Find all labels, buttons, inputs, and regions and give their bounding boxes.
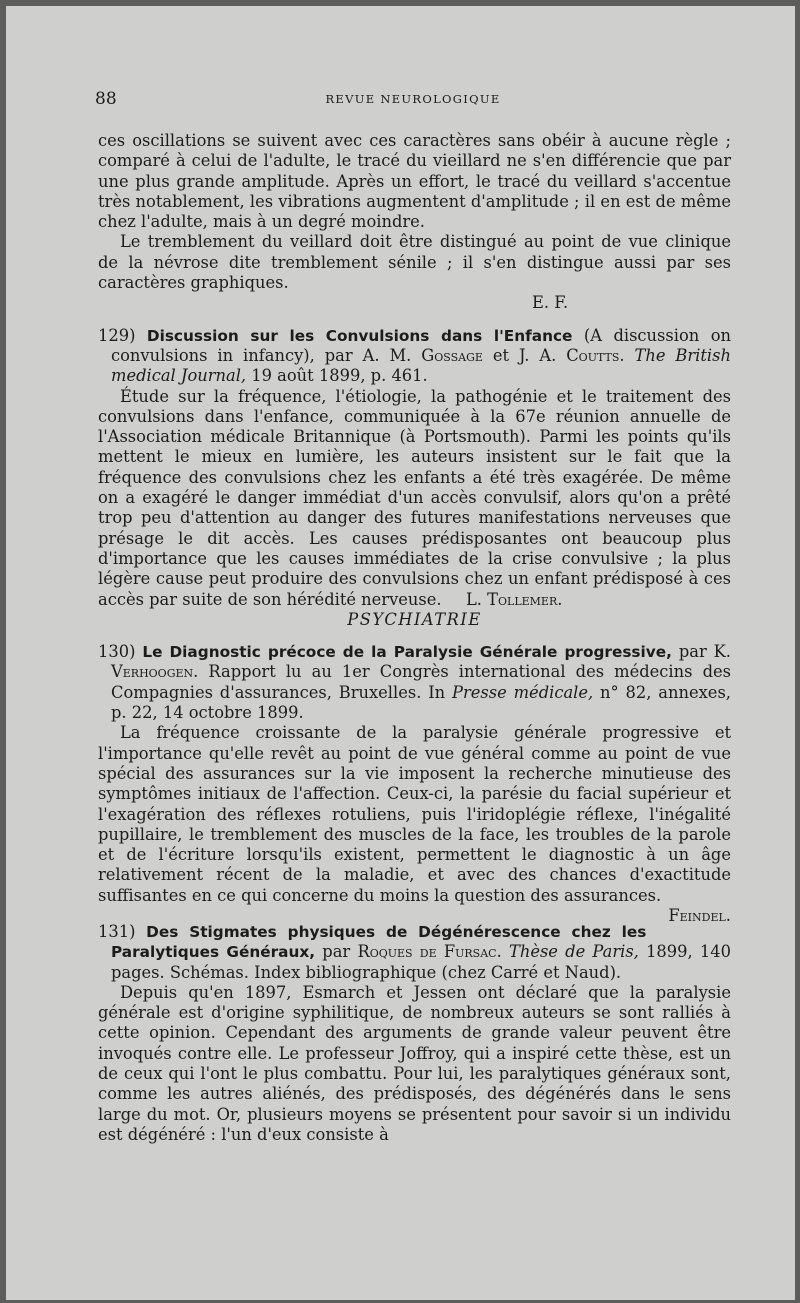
conjunction: et J. A. [492,345,557,365]
continuation-paragraph-2 [98,232,731,293]
abstract-entry-130 [98,642,731,925]
author-name: Verhoogen. [111,662,199,682]
byline: par K. [678,642,731,662]
entry-body-paragraph [98,723,731,925]
entry-body-paragraph [98,983,731,1145]
continuation-paragraph: ces oscillations se suivent avec ces caractères sans obéir à aucune règle ; comparé à celui de l'adulte, le tracé du vieillard ne s'en différencie que par une plus grande amplitude. Après un effort, le tracé du veillard s'accentue très notablement, les vibrations augmentent d'amplitude ; il en est de même chez l'adulte, mais à un degré moindre. [98,131,731,232]
signature-line [98,293,731,313]
abstract-entry-131 [98,922,731,1145]
entry-number: 131) [98,921,136,941]
entry-body-paragraph [98,387,731,610]
entry-heading: 129) Discussion sur les Convulsions dans l'Enfance (A discussion on convulsions in infancy), par A. M. Gossage et J. A. Coutts. The British medical Journal, 19 août 1899, p. 461. [98,325,731,386]
paragraph-text: Le tremblement du veillard doit être distingué au point de vue clinique de la névrose dite tremblement sénile ; il s'en distingue aussi par ses caractères graphiques. [98,232,731,293]
thesis-label: Thèse de Paris, [508,942,639,962]
signature: L. Tollemer. [465,589,563,609]
report-text: Rapport lu au 1er Congrès international des médecins des Compagnies d'assurances, Bruxelles. In [111,662,731,702]
signature: Feindel. [668,905,731,925]
section-title: PSYCHIATRIE [347,609,482,629]
entry-number: 130) [98,642,136,662]
page-header [95,89,731,113]
byline: par [322,942,351,962]
author-name: Roques de Fursac. [357,942,502,962]
signature: E. F. [532,293,569,313]
page-number: 88 [95,89,117,109]
paragraph-text: Étude sur la fréquence, l'étiologie, la pathogénie et le traitement des convulsions dans l'enfance, communiquée à la 67e réunion annuelle de l'Association médicale Britannique (à Portsmouth). Parmi les points qu'ils mettent le mieux en lumière, les auteurs insistent sur le fait que la fréquence des convulsions chez les enfants a été très exagérée. De même on a exagéré le danger immédiat d'un accès convulsif, alors qu'on a prêté trop peu d'attention au danger des futures manifestations nerveuses que présage le dit accès. Les causes prédisposantes ont beaucoup plus d'importance que les causes immédiates de la crise convulsive ; la plus légère cause peut produire des convulsions chez un enfant prédisposé à ces accès par suite de son hérédité nerveuse. [98,386,731,609]
author-name: Coutts [566,345,620,365]
journal-name: Presse médicale, [452,682,594,702]
paragraph-text: Depuis qu'en 1897, Esmarch et Jessen ont déclaré que la paralysie générale est d'origine syphilitique, de nombreux auteurs se sont ralliés à cette opinion. Cependant des arguments de grande valeur peuvent être invoqués contre elle. Le professeur Joffroy, qui a inspiré cette thèse, est un de ceux qui l'ont le plus combattu. Pour lui, les paralytiques généraux sont, comme les autres aliénés, des prédisposés, des dégénérés dans le sens large du mot. Or, plusieurs moyens se présentent pour savoir si un individu est dégénéré : l'un d'eux consiste à [98,982,731,1144]
citation: 1899, 140 pages. Schémas. Index bibliographique (chez Carré et Naud). [111,942,731,982]
entry-title: Discussion sur les Convulsions dans l'Enfance [146,326,573,345]
author-name: Gossage [421,345,483,365]
scanned-page [6,6,795,1300]
journal-name: The British medical Journal, [111,345,731,386]
entry-number: 129) [98,325,136,345]
entry-subtitle: (A discussion on convulsions in infancy), par A. M. [111,325,731,365]
citation: n° 82, annexes, p. 22, 14 octobre 1899. [111,682,731,723]
entry-title: Des Stigmates physiques de Dégénérescence chez les Paralytiques Généraux, [111,922,647,962]
entry-title: Le Diagnostic précoce de la Paralysie Générale progressive, [142,643,672,662]
entry-heading [98,922,731,983]
citation: 19 août 1899, p. 461. [251,366,428,386]
entry-heading [98,642,731,723]
abstract-entry-129 [98,326,731,610]
paragraph-text: La fréquence croissante de la paralysie générale progressive et l'importance qu'elle revêt au point de vue général comme au point de vue spécial des assurances sur la vie imposent la recherche minutieuse des symptômes initiaux de l'affection. Ceux-ci, la parésie du facial supérieur et l'exagération des réflexes rotuliens, puis l'iridoplégie réflexe, l'inégalité pupillaire, le tremblement des muscles de la face, les troubles de la parole et de l'écriture lorsqu'ils existent, permettent le diagnostic à un âge relativement récent de la maladie, et avec des chances d'exactitude suffisantes en ce qui concerne du moins la question des assurances. [98,723,731,905]
page-body [98,131,731,1145]
running-head: REVUE NEUROLOGIQUE [325,92,501,106]
